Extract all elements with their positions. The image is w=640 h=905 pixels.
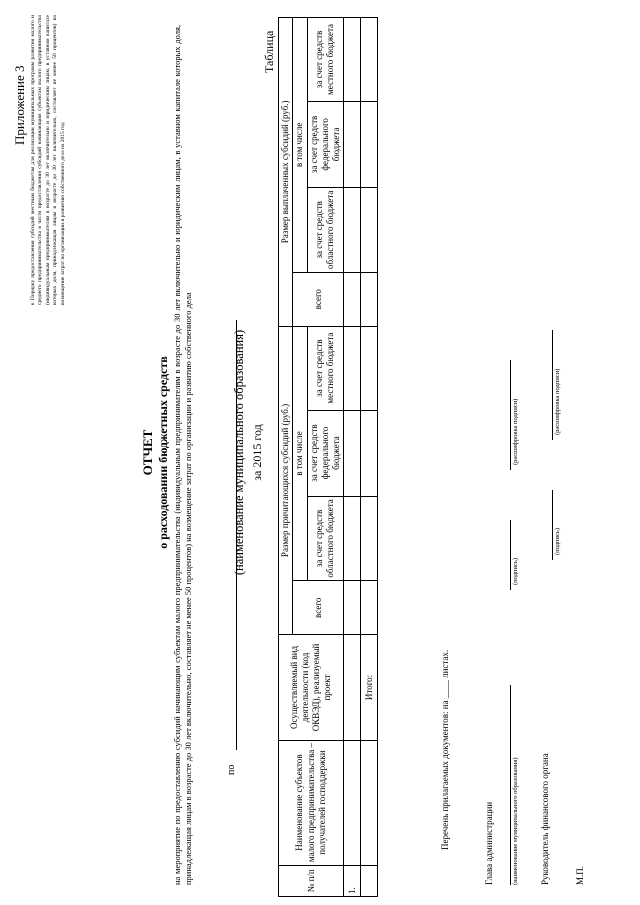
table-cell xyxy=(344,101,361,187)
table-cell xyxy=(344,326,361,410)
table-row xyxy=(344,18,361,897)
po-label: по xyxy=(226,764,237,775)
header-num: № п/п xyxy=(279,865,344,896)
row-number: 1. xyxy=(344,865,361,896)
header-due-federal: за счет средств федерального бюджета xyxy=(307,410,344,496)
head-of-administration-label: Глава администрации xyxy=(484,801,494,885)
table-cell xyxy=(361,865,378,896)
table-cell xyxy=(344,581,361,635)
finance-signature-caption: (подпись) xyxy=(554,528,561,555)
appendix-text: к Порядку предоставления субсидий местным бюджетам для реализации муниципальных программ развития малого и среднего предпринимательства в части предоставления субсидий начинающим субъектам малого предпринимательства (индивидуальным предпринимателям в возрасте до 30 лет включительно и юридическим лицам, в уставном капитале которых доля, принадлежащая лицам в возрасте до 30 лет включительно, составляет не менее 50 процентов) на возмещение затрат по организации и развитию собственного дела на 2015 год xyxy=(30,15,66,305)
report-year: за 2015 год xyxy=(250,424,264,481)
table-cell xyxy=(361,581,378,635)
header-paid-total: всего xyxy=(293,272,344,326)
table-cell xyxy=(361,18,378,102)
head-org-caption: (наименование муниципального образования) xyxy=(512,757,519,885)
header-due-local: за счет средств местного бюджета xyxy=(307,326,344,410)
appendix-title: Приложение 3 xyxy=(12,65,27,145)
header-due-total: всего xyxy=(293,581,344,635)
report-table xyxy=(278,17,378,897)
report-subtitle: о расходовании бюджетных средств xyxy=(156,356,170,549)
seal-placeholder: М.П. xyxy=(575,865,585,885)
head-signature-caption: (подпись) xyxy=(512,558,519,585)
header-paid-local: за счет средств местного бюджета xyxy=(307,18,344,102)
head-decoding-fill-line xyxy=(510,360,511,470)
table-cell xyxy=(344,18,361,102)
table-cell xyxy=(361,187,378,272)
table-cell xyxy=(361,496,378,581)
table-cell xyxy=(361,740,378,865)
header-activity: Осуществляемый вид деятельности (код ОКВЭД), реализуемый проект xyxy=(279,635,344,740)
head-decoding-caption: (расшифровка подписи) xyxy=(512,398,519,465)
header-due-regional: за счет средств областного бюджета xyxy=(307,496,344,581)
header-paid-regional: за счет средств областного бюджета xyxy=(307,187,344,272)
municipality-caption: (наименование муниципального образования) xyxy=(232,329,246,576)
finance-decoding-fill-line xyxy=(552,330,553,440)
table-cell xyxy=(361,326,378,410)
head-signature-fill-line xyxy=(510,520,511,590)
header-due-including: в том числе xyxy=(293,326,307,581)
table-title: Таблица xyxy=(262,30,276,73)
table-cell xyxy=(344,272,361,326)
table-cell xyxy=(361,410,378,496)
table-cell xyxy=(344,635,361,740)
finance-signature-fill-line xyxy=(552,490,553,560)
table-cell xyxy=(344,496,361,581)
table-cell xyxy=(361,272,378,326)
report-title: ОТЧЕТ xyxy=(140,429,155,476)
table-cell xyxy=(344,410,361,496)
head-org-fill-line xyxy=(510,685,511,885)
table-cell xyxy=(344,740,361,865)
total-label: Итого: xyxy=(361,635,378,740)
header-name: Наименование субъектов малого предпринимательства – получателей господдержки xyxy=(279,740,344,865)
finance-head-label: Руководитель финансового органа xyxy=(540,753,550,885)
table-cell xyxy=(361,101,378,187)
header-due-group: Размер причитающихся субсидий (руб.) xyxy=(279,326,293,635)
attached-documents-line: Перечень прилагаемых документов: на ____ листах. xyxy=(440,649,450,850)
header-paid-federal: за счет средств федерального бюджета xyxy=(307,101,344,187)
finance-decoding-caption: (расшифровка подписи) xyxy=(554,368,561,435)
header-paid-including: в том числе xyxy=(293,18,307,273)
header-paid-group: Размер выплаченных субсидий (руб.) xyxy=(279,18,293,327)
table-cell xyxy=(344,187,361,272)
total-row xyxy=(361,18,378,897)
event-description: на мероприятие по предоставлению субсидий начинающим субъектам малого предпринимательства (индивидуальным предпринимателям в возрасте до 30 лет включительно и юридическим лицам, в уставном капитале которых доля, принадлежащая лицам в возрасте до 30 лет включительно, составляет не менее 50 процентов) на возмещение затрат по организации и развитию собственного дела xyxy=(172,25,194,885)
